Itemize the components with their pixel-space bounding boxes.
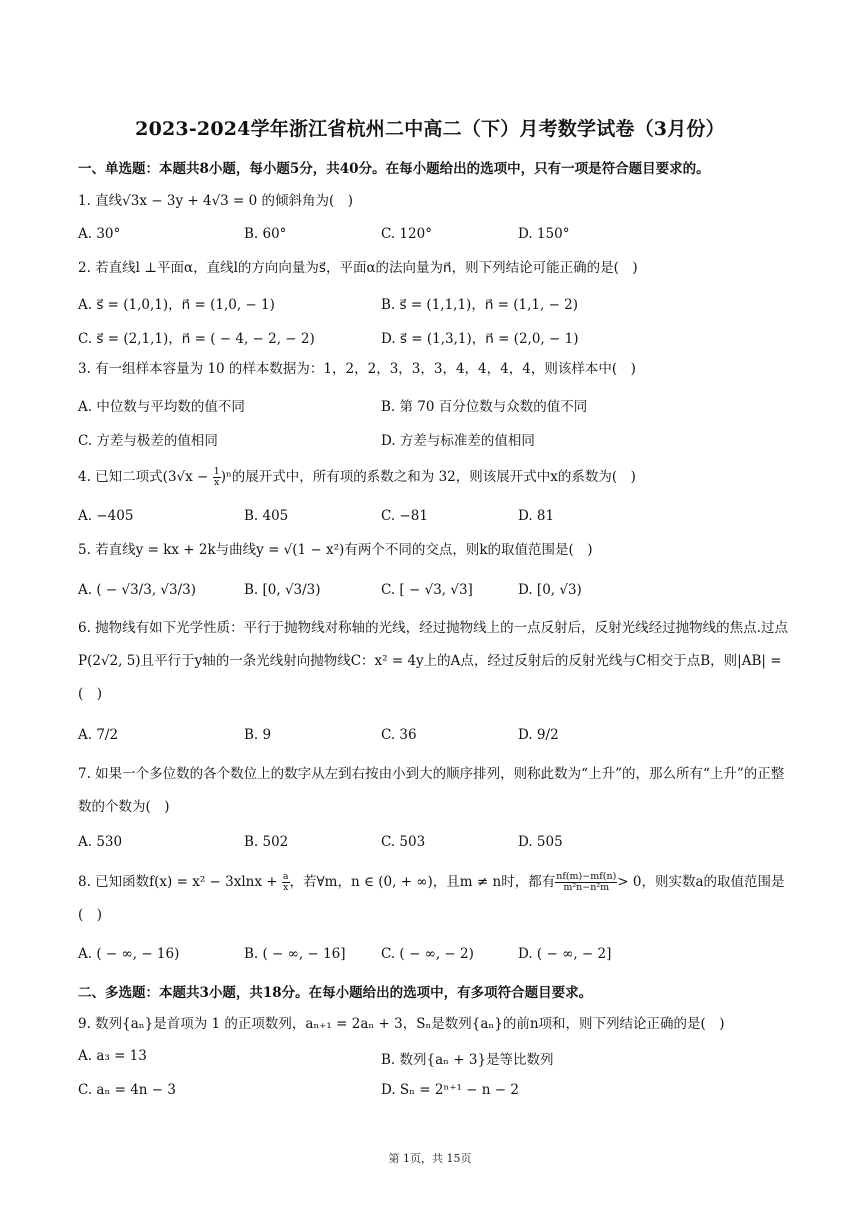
question-7-stem: 7. 如果一个多位数的各个数位上的数字从左到右按由小到大的顺序排列，则称此数为“上升”的，那么所有“上升”的正整数的个数为( ) xyxy=(78,766,785,815)
question-8-stem-part-c: > 0，则实数a的取值范围是( ) xyxy=(78,874,785,923)
question-8-fraction-1 xyxy=(282,872,290,893)
question-5-option-b: B. [0, √3/3) xyxy=(244,582,321,598)
question-5-stem: 5. 若直线y = kx + 2k与曲线y = √(1 − x²)有两个不同的交点，则k的取值范围是( ) xyxy=(78,542,593,558)
question-4-stem-part-a: 4. 已知二项式(3√x − xyxy=(78,469,213,485)
question-8-option-c: C. ( − ∞, − 2) xyxy=(381,946,474,962)
section-heading-single-choice: 一、单选题：本题共8小题，每小题5分，共40分。在每小题给出的选项中，只有一项是符合题目要求的。 xyxy=(78,161,710,177)
section-heading-multiple-choice: 二、多选题：本题共3小题，共18分。在每小题给出的选项中，有多项符合题目要求。 xyxy=(78,985,593,1001)
question-8-option-a: A. ( − ∞, − 16) xyxy=(78,946,180,962)
question-3-stem: 3. 有一组样本容量为 10 的样本数据为：1，2，2，3，3，3，4，4，4，4，则该样本中( ) xyxy=(78,361,636,377)
question-6-stem: 6. 抛物线有如下光学性质：平行于抛物线对称轴的光线，经过抛物线上的一点反射后，反射光线经过抛物线的焦点.过点P(2√2, 5)且平行于y轴的一条光线射向抛物线C：x² = 4y上的A点，经过反射后的反射光线与C相交于点B，则|AB| =( ) xyxy=(78,620,788,702)
question-4-option-a: A. −405 xyxy=(78,508,134,524)
question-8-fraction-1-denominator: x xyxy=(283,882,289,893)
question-5-option-c: C. [ − √3, √3] xyxy=(381,582,473,598)
question-5-option-d: D. [0, √3) xyxy=(518,582,582,598)
page-title: 2023-2024学年浙江省杭州二中高二（下）月考数学试卷（3月份） xyxy=(135,118,725,140)
question-1-option-d: D. 150° xyxy=(518,226,570,242)
question-7-option-a: A. 530 xyxy=(78,834,123,850)
question-6-option-d: D. 9/2 xyxy=(518,727,559,743)
question-9-option-a: A. a₃ = 13 xyxy=(78,1048,147,1064)
question-2-stem: 2. 若直线l ⊥平面α，直线l的方向向量为s⃗，平面α的法向量为n⃗，则下列结论可能正确的是( ) xyxy=(78,260,638,276)
question-5-option-a: A. ( − √3/3, √3/3) xyxy=(78,582,196,598)
question-4-option-c: C. −81 xyxy=(381,508,428,524)
question-9-option-b: B. 数列{aₙ + 3}是等比数列 xyxy=(381,1052,554,1068)
question-8-fraction-2-denominator: m²n−n²m xyxy=(563,882,610,893)
page-footer: 第 1页，共 15页 xyxy=(388,1152,472,1165)
question-8-fraction-2-numerator: nf(m)−mf(n) xyxy=(556,871,617,882)
question-4-stem-part-b: )ⁿ的展开式中，所有项的系数之和为 32，则该展开式中x的系数为( ) xyxy=(220,469,636,485)
question-7-option-b: B. 502 xyxy=(244,834,289,850)
question-1-option-a: A. 30° xyxy=(78,226,121,242)
question-9-option-c: C. aₙ = 4n − 3 xyxy=(78,1082,176,1098)
question-8-fraction-2 xyxy=(555,872,617,893)
question-3-option-b: B. 第 70 百分位数与众数的值不同 xyxy=(381,399,588,415)
question-4-option-b: B. 405 xyxy=(244,508,289,524)
question-2-option-d: D. s⃗ = (1,3,1)，n⃗ = (2,0, − 1) xyxy=(381,331,579,347)
question-4-fraction xyxy=(213,467,221,488)
question-6-option-a: A. 7/2 xyxy=(78,727,119,743)
question-6-option-b: B. 9 xyxy=(244,727,272,743)
question-1-option-c: C. 120° xyxy=(381,226,432,242)
question-8-stem xyxy=(78,866,790,936)
question-8-stem-part-a: 8. 已知函数f(x) = x² − 3xlnx + xyxy=(78,874,282,890)
question-4-fraction-numerator: 1 xyxy=(213,466,220,477)
question-8-fraction-1-numerator: a xyxy=(282,871,289,882)
question-4-option-d: D. 81 xyxy=(518,508,555,524)
question-3-option-d: D. 方差与标准差的值相同 xyxy=(381,433,535,449)
question-8-option-d: D. ( − ∞, − 2] xyxy=(518,946,612,962)
question-3-option-c: C. 方差与极差的值相同 xyxy=(78,433,218,449)
question-6-option-c: C. 36 xyxy=(381,727,417,743)
question-1-option-b: B. 60° xyxy=(244,226,287,242)
question-2-option-b: B. s⃗ = (1,1,1)，n⃗ = (1,1, − 2) xyxy=(381,297,579,313)
question-8-stem-part-b: ，若∀m，n ∈ (0, + ∞)，且m ≠ n时，都有 xyxy=(289,874,556,890)
question-4-stem xyxy=(78,460,790,494)
question-1-stem: 1. 直线√3x − 3y + 4√3 = 0 的倾斜角为( ) xyxy=(78,193,354,209)
question-2-option-a: A. s⃗ = (1,0,1)，n⃗ = (1,0, − 1) xyxy=(78,297,275,313)
question-7-option-d: D. 505 xyxy=(518,834,563,850)
question-4-fraction-denominator: x xyxy=(213,477,220,488)
question-9-option-d: D. Sₙ = 2ⁿ⁺¹ − n − 2 xyxy=(381,1082,519,1098)
question-7-option-c: C. 503 xyxy=(381,834,426,850)
question-8-option-b: B. ( − ∞, − 16] xyxy=(244,946,346,962)
question-2-option-c: C. s⃗ = (2,1,1)，n⃗ = ( − 4, − 2, − 2) xyxy=(78,331,315,347)
question-3-option-a: A. 中位数与平均数的值不同 xyxy=(78,399,245,415)
question-9-stem: 9. 数列{aₙ}是首项为 1 的正项数列，aₙ₊₁ = 2aₙ + 3，Sₙ是数列{aₙ}的前n项和，则下列结论正确的是( ) xyxy=(78,1016,725,1032)
